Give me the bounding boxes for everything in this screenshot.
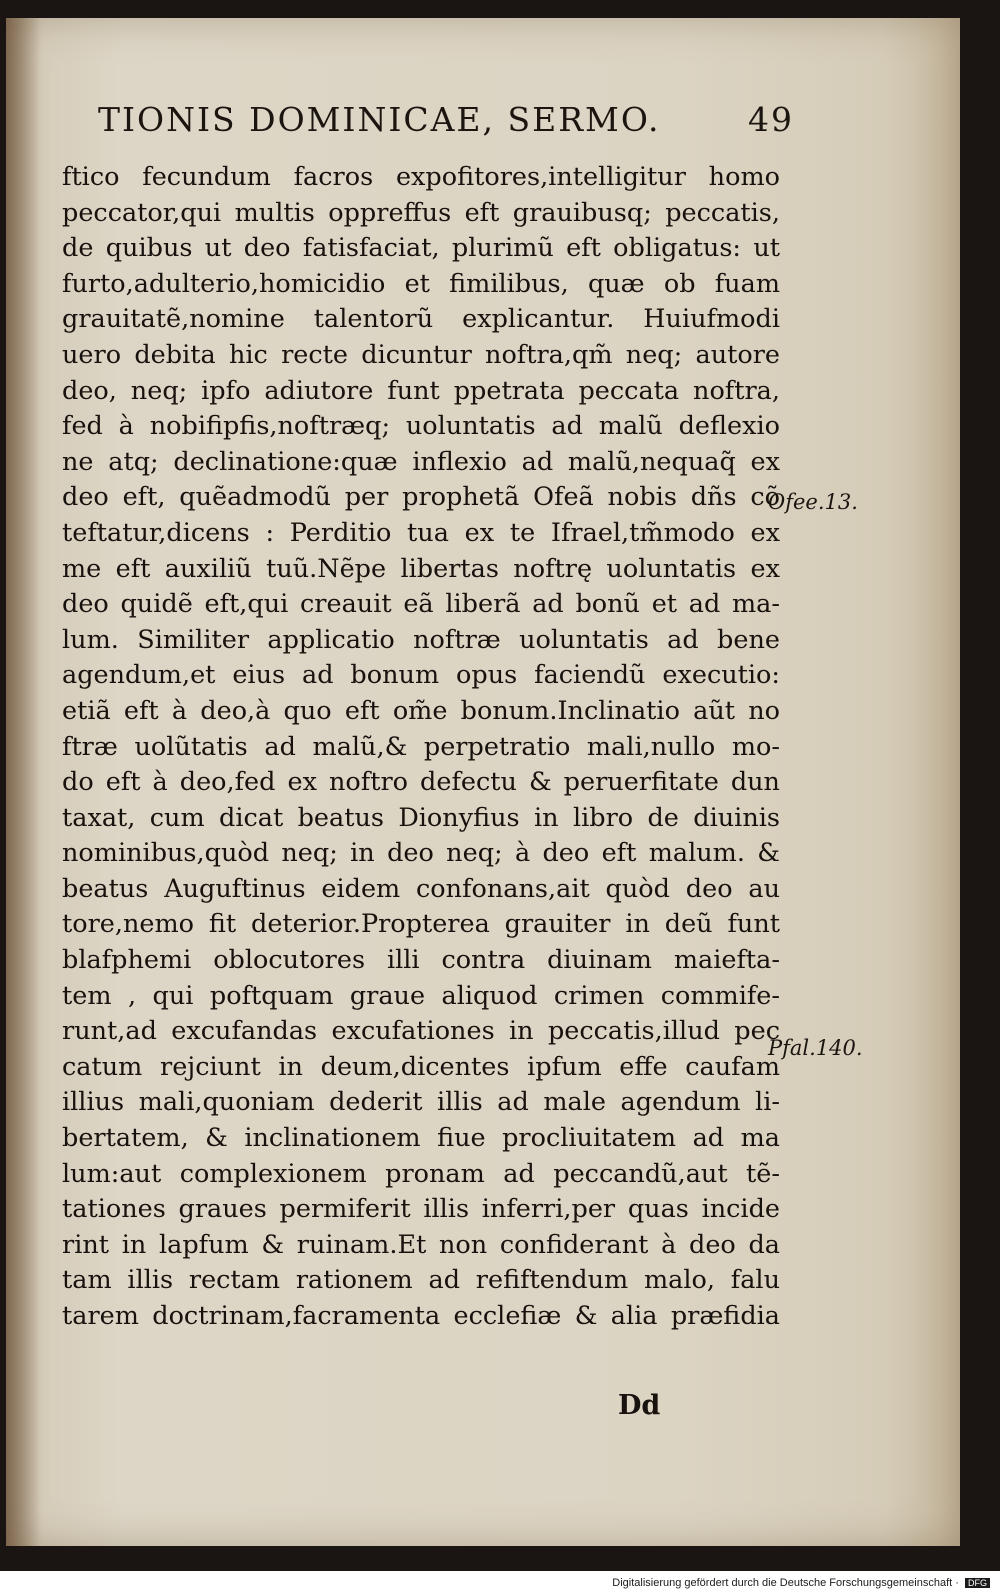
text-line: blafphemi oblocutores illi contra diuinam maiefta- <box>62 945 780 976</box>
page-gutter-shadow <box>6 18 40 1546</box>
running-header <box>98 100 794 139</box>
text-line: peccator,qui multis oppreffus eft grauibusq; peccatis, <box>62 197 780 228</box>
margin-note-psalm: Pfal.140. <box>768 1036 863 1060</box>
running-title: TIONIS DOMINICAE, SERMO. <box>98 100 661 139</box>
text-line: me eft auxiliũ tuũ.Nẽpe libertas noftrę uoluntatis ex <box>62 553 780 584</box>
digitization-credit <box>608 1576 994 1590</box>
body-text <box>62 160 780 1335</box>
text-line: etiã eft à deo,à quo eft om̃e bonum.Inclinatio aũt no <box>62 695 780 726</box>
text-line: catum rejciunt in deum,dicentes ipfum effe caufam <box>62 1051 780 1082</box>
text-line: do eft à deo,fed ex noftro defectu & peruerfitate dun <box>62 767 780 798</box>
signature-mark: Dd <box>618 1390 661 1421</box>
text-line: tem , qui poftquam graue aliquod crimen commife- <box>62 980 780 1011</box>
text-line: runt,ad excufandas excufationes in peccatis,illud pec <box>62 1016 780 1047</box>
text-line: ftræ uolũtatis ad malũ,& perpetratio mali,nullo mo- <box>62 731 780 762</box>
text-line: taxat, cum dicat beatus Dionyfius in libro de diuinis <box>62 802 780 833</box>
text-line: nominibus,quòd neq; in deo neq; à deo eft malum. & <box>62 838 780 869</box>
folio-number: 49 <box>748 100 794 139</box>
text-line: tarem doctrinam,facramenta ecclefiæ & alia præfidia <box>62 1301 780 1331</box>
credit-text: Digitalisierung gefördert durch die Deutsche Forschungsgemeinschaft · <box>612 1577 959 1589</box>
dfg-logo: DFG <box>965 1578 990 1588</box>
text-line: lum:aut complexionem pronam ad peccandũ,aut tẽ- <box>62 1158 780 1189</box>
text-line: tationes graues permiferit illis inferri,per quas incide <box>62 1194 780 1225</box>
text-line: deo eft, quẽadmodũ per prophetã Ofeã nobis dñs cõ <box>62 482 780 513</box>
text-line: tore,nemo fit deterior.Propterea grauiter in deũ funt <box>62 909 780 940</box>
text-line: agendum,et eius ad bonum opus faciendũ executio: <box>62 660 780 691</box>
text-line: beatus Auguftinus eidem confonans,ait quòd deo au <box>62 873 780 904</box>
text-line: illius mali,quoniam dederit illis ad male agendum li- <box>62 1087 780 1118</box>
book-page <box>6 18 960 1546</box>
text-line: deo quidẽ eft,qui creauit eã liberã ad bonũ et ad ma- <box>62 589 780 620</box>
margin-note-hosea: Ofee.13. <box>768 490 858 514</box>
text-line: bertatem, & inclinationem fiue procliuitatem ad ma <box>62 1123 780 1154</box>
text-line: de quibus ut deo fatisfaciat, plurimũ eft obligatus: ut <box>62 233 780 264</box>
text-line: furto,adulterio,homicidio et fimilibus, quæ ob fuam <box>62 268 780 299</box>
text-line: ftico fecundum facros expofitores,intelligitur homo <box>62 162 780 192</box>
text-line: rint in lapfum & ruinam.Et non confiderant à deo da <box>62 1229 780 1260</box>
text-line: deo, neq; ipfo adiutore funt ppetrata peccata noftra, <box>62 375 780 406</box>
text-line: lum. Similiter applicatio noftræ uoluntatis ad bene <box>62 624 780 655</box>
text-line: tam illis rectam rationem ad refiftendum malo, falu <box>62 1265 780 1296</box>
text-line: teftatur,dicens : Perditio tua ex te Ifrael,tm̃modo ex <box>62 517 780 548</box>
text-line: uero debita hic recte dicuntur noftra,qm̃ neq; autore <box>62 339 780 370</box>
text-line: grauitatẽ,nomine talentorũ explicantur. Huiufmodi <box>62 304 780 335</box>
text-line: ne atq; declinatione:quæ inflexio ad malũ,nequaq̃ ex <box>62 446 780 477</box>
text-line: fed à nobifipfis,noftræq; uoluntatis ad malũ deflexio <box>62 411 780 442</box>
